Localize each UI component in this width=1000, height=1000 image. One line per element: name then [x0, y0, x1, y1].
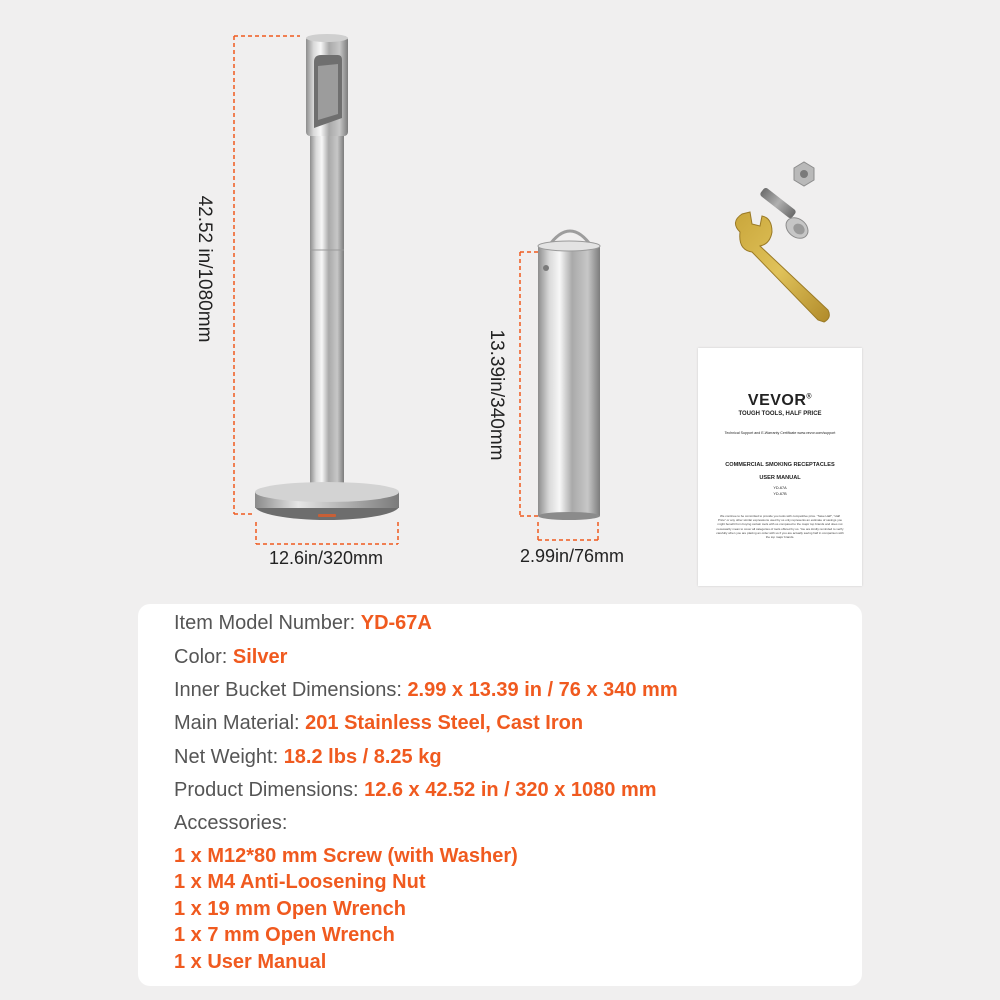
spec-label: Net Weight:	[174, 746, 284, 768]
spec-material	[174, 712, 583, 735]
bucket-height-label: 13.39in/340mm	[486, 329, 507, 461]
accessories-heading: Accessories:	[174, 812, 288, 834]
manual-model-a: YD-67A	[773, 486, 787, 490]
spec-value: 201 Stainless Steel, Cast Iron	[305, 712, 584, 734]
ashtray-pole	[255, 34, 399, 520]
spec-value: 18.2 lbs / 8.25 kg	[283, 746, 442, 768]
inner-bucket	[538, 231, 600, 520]
spec-label: Inner Bucket Dimensions:	[174, 679, 408, 701]
spec-bucket-dimensions	[174, 679, 678, 702]
accessory-item: 1 x M12*80 mm Screw (with Washer)	[174, 845, 518, 867]
manual-fine-print: We continue to be committed to provide you tools with competitive price. "Save Half", "Half Price" or any other similar expressions used by us only represents an estimate of savings you might benefit from buying certain tools with us compared to the major top brands and does not necessarily mean to cover all categories of tools offered by us. You are kindly reminded to verify carefully when you are placing an order with us if you are actually saving half in comparison with the top major brands.	[716, 514, 844, 540]
pole-height-marker	[234, 36, 300, 514]
bucket-width-marker	[538, 522, 598, 540]
bucket-width-label: 2.99in/76mm	[519, 546, 625, 566]
accessory-item: 1 x M4 Anti-Loosening Nut	[174, 871, 426, 893]
user-manual	[698, 348, 862, 586]
spec-color	[174, 646, 287, 669]
accessory-item: 1 x 7 mm Open Wrench	[174, 924, 395, 946]
spec-product-dimensions	[174, 779, 657, 802]
spec-value: YD-67A	[360, 612, 432, 634]
spec-value: Silver	[232, 646, 288, 668]
spec-card	[138, 604, 862, 986]
accessory-item: 1 x 19 mm Open Wrench	[174, 898, 406, 920]
spec-label: Color:	[174, 646, 233, 668]
manual-subtitle: USER MANUAL	[759, 475, 801, 481]
spec-value: 12.6 x 42.52 in / 320 x 1080 mm	[364, 779, 657, 801]
accessory-item: 1 x User Manual	[174, 951, 327, 973]
manual-tagline: TOUGH TOOLS, HALF PRICE	[738, 411, 822, 417]
spec-label: Product Dimensions:	[174, 779, 365, 801]
base-width-marker	[256, 522, 398, 544]
spec-model-number	[174, 612, 432, 635]
base-width-label: 12.6in/320mm	[268, 548, 384, 568]
pole-height-label: 42.52 in/1080mm	[194, 195, 215, 343]
manual-brand-text: VEVOR	[747, 392, 807, 409]
spec-label: Main Material:	[174, 712, 306, 734]
spec-value: 2.99 x 13.39 in / 76 x 340 mm	[407, 679, 678, 701]
wrench-icon	[735, 212, 829, 322]
manual-title: COMMERCIAL SMOKING RECEPTACLES	[725, 462, 835, 468]
spec-net-weight	[174, 746, 442, 769]
spec-label: Item Model Number:	[174, 612, 361, 634]
bucket-height-marker	[520, 252, 538, 516]
registered-mark: ®	[806, 393, 813, 401]
manual-support: Technical Support and E-Warranty Certificate www.vevor.com/support	[724, 431, 836, 435]
manual-brand	[698, 392, 862, 410]
manual-model-b: YD-67B	[773, 492, 787, 496]
